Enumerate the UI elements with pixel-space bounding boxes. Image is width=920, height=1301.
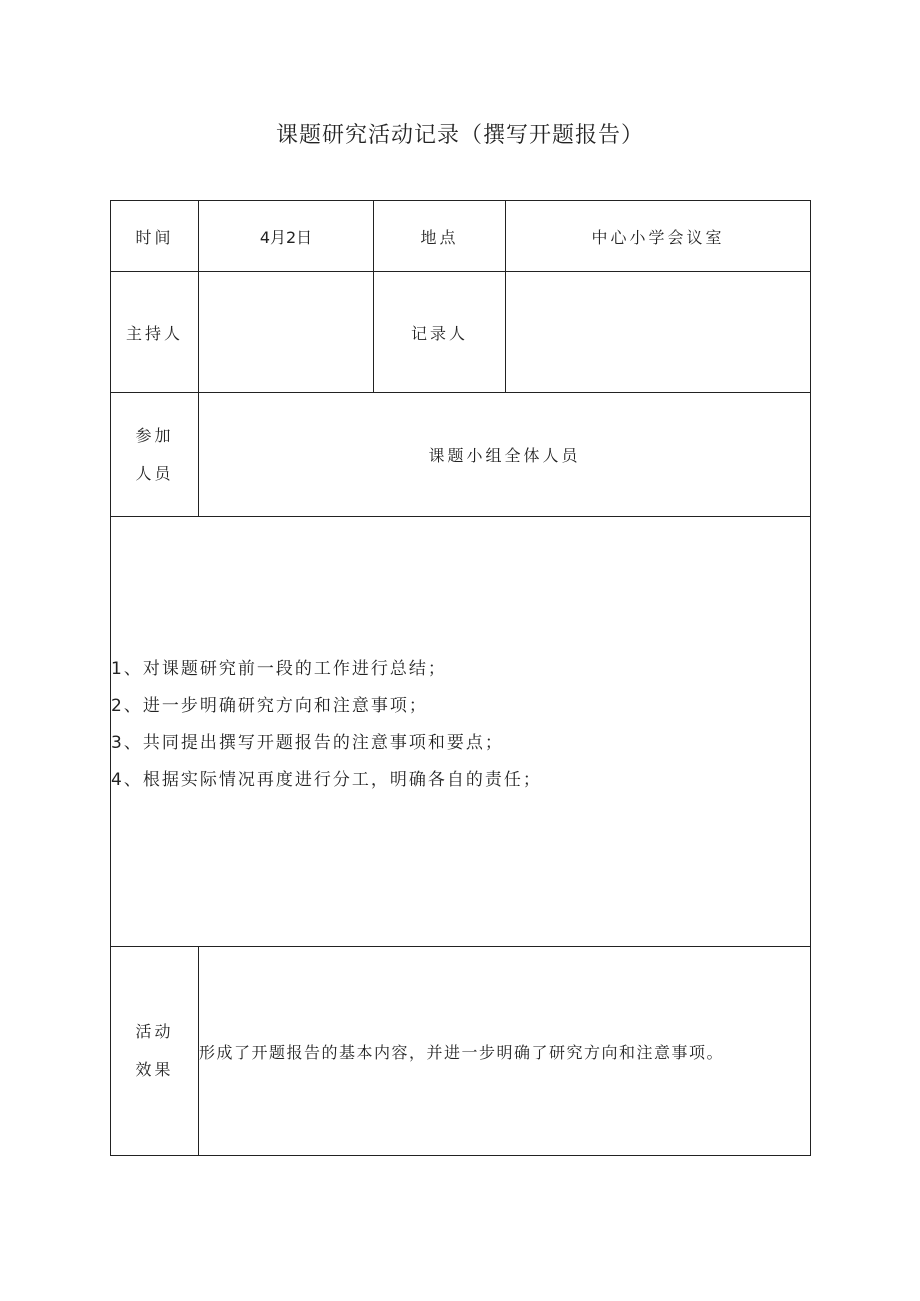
effect-row [111,947,811,1156]
place-value: 中心小学会议室 [506,201,811,272]
host-value [199,272,374,393]
effect-label-line1: 活动 [135,1022,174,1041]
effect-label-line2: 效果 [135,1060,174,1079]
content-list [111,517,810,799]
time-value: 4月2日 [199,201,374,272]
activity-record-table [110,200,811,1156]
participants-label [111,393,199,517]
effect-value: 形成了开题报告的基本内容，并进一步明确了研究方向和注意事项。 [199,947,811,1156]
page-title: 课题研究活动记录（撰写开题报告） [275,123,644,148]
recorder-label: 记录人 [374,272,506,393]
host-label: 主持人 [111,272,199,393]
time-place-row [111,201,811,272]
content-item: 1、对课题研究前一段的工作进行总结； [111,659,447,679]
participants-row [111,393,811,517]
host-recorder-row [111,272,811,393]
effect-label [111,947,199,1156]
content-item: 2、进一步明确研究方向和注意事项； [111,696,428,716]
content-row [111,517,811,947]
content-item: 4、根据实际情况再度进行分工，明确各自的责任； [111,770,542,790]
content-item: 3、共同提出撰写开题报告的注意事项和要点； [111,733,504,753]
participants-label-line1: 参加 [135,425,174,445]
participants-value: 课题小组全体人员 [199,393,811,517]
participants-label-line2: 人员 [135,463,174,483]
place-label: 地点 [374,201,506,272]
time-label: 时间 [111,201,199,272]
activity-content [111,517,811,947]
recorder-value [506,272,811,393]
